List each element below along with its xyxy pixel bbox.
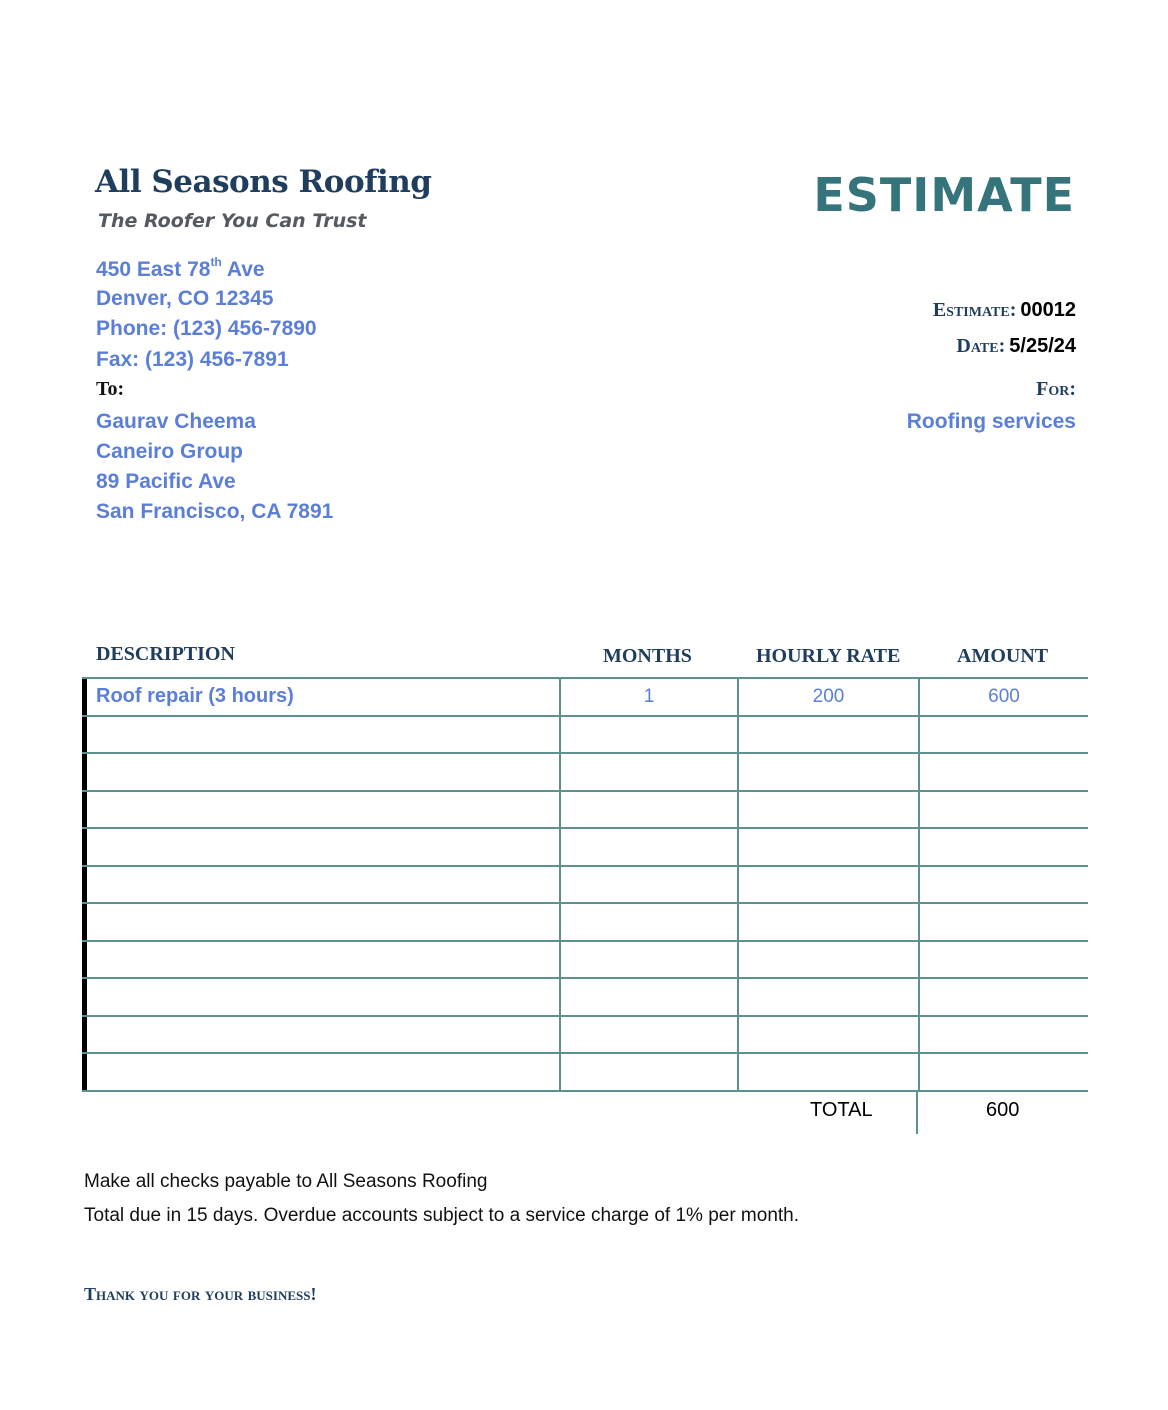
column-header-description: DESCRIPTION bbox=[96, 643, 235, 665]
address-ordinal-suffix: th bbox=[210, 255, 222, 269]
document-title: ESTIMATE bbox=[813, 168, 1075, 222]
table-row bbox=[82, 979, 1088, 1017]
cell-amount[interactable] bbox=[918, 792, 1088, 828]
company-address-line2: Denver, CO 12345 bbox=[96, 287, 274, 310]
table-row bbox=[82, 1017, 1088, 1055]
company-phone: Phone: (123) 456-7890 bbox=[96, 317, 317, 340]
cell-description[interactable] bbox=[82, 1017, 559, 1053]
address-street-number: 450 East 78 bbox=[96, 258, 211, 281]
company-address-line1 bbox=[96, 257, 265, 282]
date-row bbox=[956, 335, 1076, 358]
description-text: Roof repair (3 hours) bbox=[96, 685, 294, 708]
cell-hourly-rate[interactable] bbox=[737, 679, 918, 715]
recipient-company: Caneiro Group bbox=[96, 440, 244, 463]
cell-amount[interactable] bbox=[918, 867, 1088, 903]
table-row bbox=[82, 829, 1088, 867]
recipient-name: Gaurav Cheema bbox=[96, 410, 256, 433]
cell-hourly-rate[interactable] bbox=[737, 942, 918, 978]
cell-hourly-rate[interactable] bbox=[737, 867, 918, 903]
cell-months[interactable] bbox=[559, 792, 737, 828]
table-row bbox=[82, 904, 1088, 942]
cell-months[interactable] bbox=[559, 904, 737, 940]
column-header-hourly-rate: HOURLY RATE bbox=[756, 645, 901, 667]
to-label: To: bbox=[96, 378, 125, 400]
table-row bbox=[82, 717, 1088, 755]
cell-description[interactable] bbox=[82, 679, 559, 715]
line-items-table bbox=[82, 677, 1088, 1092]
date-value: 5/25/24 bbox=[1009, 335, 1076, 357]
recipient-street: 89 Pacific Ave bbox=[96, 470, 236, 493]
cell-months[interactable] bbox=[559, 867, 737, 903]
cell-months[interactable] bbox=[559, 754, 737, 790]
table-row bbox=[82, 677, 1088, 717]
cell-hourly-rate[interactable] bbox=[737, 979, 918, 1015]
cell-hourly-rate[interactable] bbox=[737, 792, 918, 828]
cell-amount[interactable] bbox=[918, 1054, 1088, 1090]
estimate-number-row bbox=[933, 299, 1076, 322]
cell-description[interactable] bbox=[82, 717, 559, 753]
cell-months[interactable] bbox=[559, 1017, 737, 1053]
cell-hourly-rate[interactable] bbox=[737, 829, 918, 865]
cell-description[interactable] bbox=[82, 942, 559, 978]
cell-description[interactable] bbox=[82, 979, 559, 1015]
cell-description[interactable] bbox=[82, 829, 559, 865]
cell-hourly-rate[interactable] bbox=[737, 1017, 918, 1053]
cell-amount[interactable] bbox=[918, 829, 1088, 865]
cell-amount[interactable] bbox=[918, 904, 1088, 940]
cell-hourly-rate[interactable] bbox=[737, 1054, 918, 1090]
company-fax: Fax: (123) 456-7891 bbox=[96, 348, 289, 371]
company-tagline: The Roofer You Can Trust bbox=[98, 210, 367, 232]
cell-hourly-rate[interactable] bbox=[737, 904, 918, 940]
for-value: Roofing services bbox=[906, 410, 1076, 433]
table-row bbox=[82, 754, 1088, 792]
cell-months[interactable] bbox=[559, 829, 737, 865]
table-row bbox=[82, 942, 1088, 980]
total-label: TOTAL bbox=[810, 1099, 873, 1121]
for-label: For: bbox=[1036, 378, 1076, 400]
date-label: Date: bbox=[956, 335, 1006, 357]
cell-description[interactable] bbox=[82, 754, 559, 790]
payable-note: Make all checks payable to All Seasons Roofing bbox=[84, 1171, 488, 1192]
cell-months[interactable] bbox=[559, 679, 737, 715]
total-value: 600 bbox=[986, 1099, 1020, 1121]
total-divider bbox=[916, 1090, 918, 1134]
thank-you-message: Thank you for your business! bbox=[84, 1284, 317, 1304]
table-row bbox=[82, 867, 1088, 905]
recipient-city: San Francisco, CA 7891 bbox=[96, 500, 334, 523]
cell-months[interactable] bbox=[559, 1054, 737, 1090]
column-header-amount: AMOUNT bbox=[957, 645, 1049, 667]
amount-text: 600 bbox=[988, 685, 1020, 707]
terms-note: Total due in 15 days. Overdue accounts subject to a service charge of 1% per month. bbox=[84, 1205, 800, 1226]
cell-hourly-rate[interactable] bbox=[737, 754, 918, 790]
for-row bbox=[1036, 378, 1076, 401]
cell-description[interactable] bbox=[82, 792, 559, 828]
estimate-number-value: 00012 bbox=[1020, 299, 1076, 321]
months-text: 1 bbox=[643, 685, 655, 707]
cell-description[interactable] bbox=[82, 867, 559, 903]
address-street-suffix: Ave bbox=[221, 258, 265, 281]
column-header-months: MONTHS bbox=[603, 645, 692, 667]
cell-amount[interactable] bbox=[918, 717, 1088, 753]
cell-description[interactable] bbox=[82, 1054, 559, 1090]
cell-months[interactable] bbox=[559, 942, 737, 978]
cell-hourly-rate[interactable] bbox=[737, 717, 918, 753]
cell-amount[interactable] bbox=[918, 979, 1088, 1015]
cell-amount[interactable] bbox=[918, 754, 1088, 790]
estimate-number-label: Estimate: bbox=[932, 299, 1017, 321]
cell-amount[interactable] bbox=[918, 942, 1088, 978]
table-row bbox=[82, 792, 1088, 830]
hourly-rate-text: 200 bbox=[812, 685, 845, 707]
cell-description[interactable] bbox=[82, 904, 559, 940]
company-name: All Seasons Roofing bbox=[95, 164, 432, 200]
table-row bbox=[82, 1054, 1088, 1092]
cell-months[interactable] bbox=[559, 717, 737, 753]
cell-amount[interactable] bbox=[918, 679, 1088, 715]
cell-months[interactable] bbox=[559, 979, 737, 1015]
cell-amount[interactable] bbox=[918, 1017, 1088, 1053]
